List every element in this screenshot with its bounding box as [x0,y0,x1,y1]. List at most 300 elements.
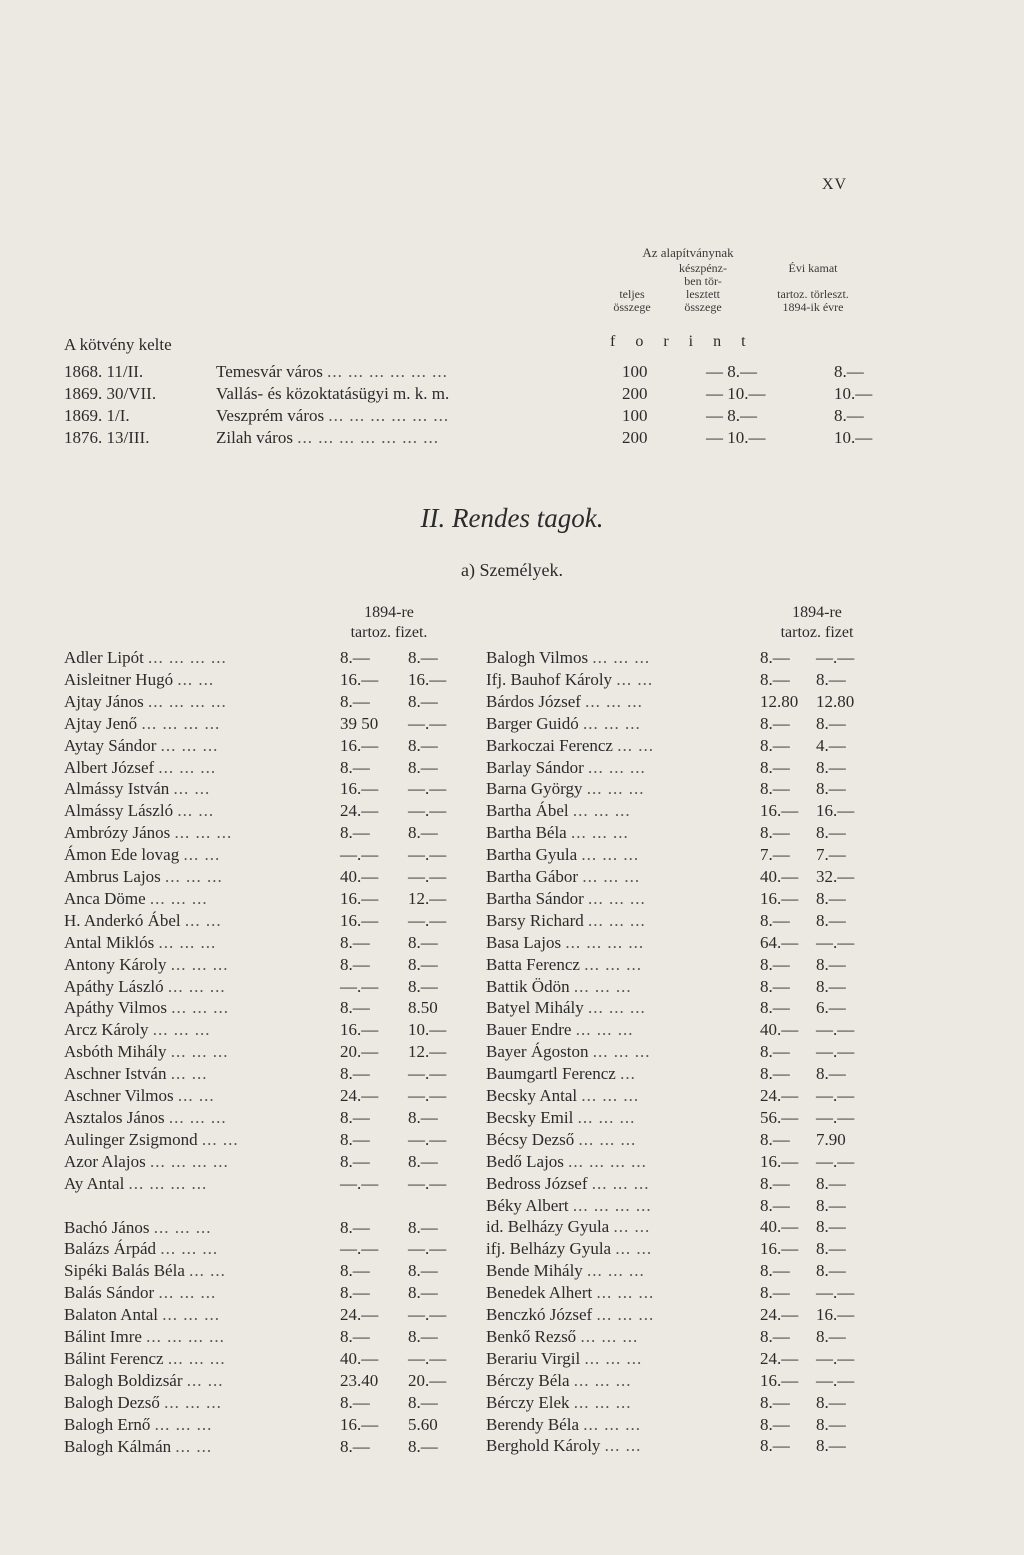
member-tartoz: 16.— [340,888,379,908]
member-row [486,845,886,867]
member-name-cell [486,998,646,1018]
bond-total: 200 [622,428,648,447]
member-fizet: 8.— [408,757,438,777]
member-fizet: —.— [408,801,447,821]
member-row [486,977,886,999]
member-fizet: 8.— [408,1107,438,1127]
member-fizet: —.— [408,1305,447,1325]
member-name-cell [486,1305,654,1325]
member-name-cell [486,845,639,865]
member-tartoz: 8.— [760,1042,790,1062]
member-fizet: 8.— [408,954,438,974]
member-name-cell [486,1174,650,1194]
member-tartoz: 56.— [760,1107,799,1127]
member-tartoz: 16.— [760,1151,799,1171]
bond-leader: ... ... ... ... ... ... ... [297,428,439,447]
member-name: Almássy László [64,801,174,821]
member-row [486,889,886,911]
member-name-cell [486,1196,652,1216]
member-name: Barger Guidó [486,713,579,733]
member-name: Bécsy Dezső [486,1129,575,1149]
member-tartoz: 8.— [760,823,790,843]
member-name: Adler Lipót [64,648,144,667]
member-tartoz: 20.— [340,1042,379,1062]
bond-interest: 8.— [834,406,864,425]
member-tartoz: 8.— [760,1173,790,1193]
member-fizet: 8.— [408,1261,438,1281]
bond-paid: — 8.— [706,362,757,381]
member-name: Bartha Ábel [486,801,569,821]
member-name: Bedross József [486,1173,588,1193]
member-tartoz: 8.— [340,998,370,1018]
member-row [486,779,886,801]
member-name-cell [486,1393,632,1413]
member-tartoz: 8.— [340,1064,370,1084]
member-tartoz: 40.— [340,1348,379,1368]
member-name-cell [486,736,654,756]
member-leader: ... ... ... [158,1283,217,1303]
member-leader: ... ... [177,801,215,821]
bond-interest: 10.— [834,384,873,403]
member-row [486,998,886,1020]
member-row [64,1064,464,1086]
member-row [486,1349,886,1371]
member-name-cell [486,648,650,668]
member-leader: ... ... ... ... [148,648,227,667]
member-row [486,758,886,780]
member-name: Bárdos József [486,691,581,711]
member-name-cell [64,779,210,799]
member-leader: ... ... [170,1064,208,1084]
member-row [486,1415,886,1437]
bond-leader: ... ... ... ... ... ... [327,362,448,381]
member-tartoz: 8.— [760,910,790,930]
member-row [486,1305,886,1327]
member-fizet: —.— [816,1370,855,1390]
member-name-cell [486,714,641,734]
member-name-cell [486,1415,641,1435]
member-row [64,1152,464,1174]
member-leader: ... ... ... [582,867,641,886]
member-row [486,1020,886,1042]
left-column-header [324,603,454,643]
member-name: Apáthy Vilmos [64,998,168,1018]
member-row [486,1327,886,1349]
member-fizet: 8.50 [408,998,438,1018]
member-fizet: —.— [408,867,447,886]
member-fizet: 8.— [816,954,846,974]
member-fizet: 8.— [816,1239,846,1259]
member-tartoz: 8.— [340,1392,370,1412]
member-leader: ... ... ... [162,1305,220,1325]
member-name: Aytay Sándor [64,735,157,755]
member-fizet: 8.— [408,823,438,843]
member-leader: ... ... ... ... [565,932,645,952]
member-tartoz: 8.— [760,779,790,799]
member-name: Béky Albert [486,1195,569,1215]
bond-date: 1876. 13/III. [64,428,150,447]
member-name-cell [486,1086,639,1106]
member-fizet: —.— [408,1129,447,1149]
left-cols-label: tartoz. fizet. [350,624,428,641]
member-leader: ... ... ... [591,1173,650,1193]
member-leader: ... ... [189,1261,226,1281]
bond-interest: 10.— [834,428,873,447]
member-name: Bartha Sándor [486,888,584,908]
member-row [64,1393,464,1415]
member-tartoz: 7.— [760,845,790,865]
header-col2-line: lesztett [686,287,720,301]
member-name: Bedő Lajos [486,1151,564,1171]
member-fizet: 8.— [816,1195,846,1215]
member-leader: ... ... ... [587,998,646,1018]
member-name-cell [64,1393,222,1413]
member-tartoz: 8.— [760,1261,790,1281]
member-name: Balogh Boldizsár [64,1370,183,1390]
member-fizet: 8.— [816,779,846,799]
member-row [64,1437,464,1459]
member-name: H. Anderkó Ábel [64,910,181,930]
member-row [64,1174,464,1196]
member-tartoz: 8.— [340,1151,370,1171]
member-tartoz: 40.— [760,1020,799,1040]
member-leader: ... ... ... [584,1348,643,1368]
member-fizet: 8.— [408,691,438,711]
member-name: Balás Sándor [64,1283,155,1303]
member-name: Antal Miklós [64,932,155,952]
member-leader: ... ... ... [160,1239,219,1259]
member-fizet: 4.— [816,735,846,755]
member-leader: ... ... ... [174,823,233,843]
member-leader: ... ... ... [153,1217,212,1237]
member-name: Ajtay Jenő [64,713,138,733]
member-name-cell [486,933,644,953]
member-row [486,1042,886,1064]
member-tartoz: 40.— [760,1217,799,1237]
member-name: Almássy István [64,779,170,799]
member-row [64,845,464,867]
member-name: Barsy Richard [486,910,584,930]
member-row [64,1283,464,1305]
left-year-label: 1894-re [364,604,414,621]
member-name-cell [486,779,644,799]
member-name-cell [64,955,228,975]
member-leader: ... ... ... [596,1283,655,1303]
member-row [486,1086,886,1108]
member-tartoz: 64.— [760,932,799,952]
member-tartoz: 8.— [340,1217,370,1237]
header-col1-line: teljes [619,287,645,301]
member-row [486,1283,886,1305]
member-leader: ... ... ... [592,648,651,667]
header-col2-line: készpénz- [679,261,727,275]
member-tartoz: 8.— [340,1107,370,1127]
member-fizet: 12.— [408,888,447,908]
member-name-cell [64,692,227,712]
member-leader: ... ... ... [165,867,223,886]
member-name: Ambrózy János [64,823,171,843]
member-tartoz: 16.— [760,1239,799,1259]
member-row [486,1152,886,1174]
member-row [64,648,464,670]
member-name: Balogh Dezső [64,1392,160,1412]
member-tartoz: 8.— [760,669,790,689]
member-name: Benczkó József [486,1305,593,1324]
member-fizet: 16.— [408,669,447,689]
member-name-cell [64,933,216,953]
member-leader: ... ... ... ... [148,691,227,711]
member-leader: ... ... ... [596,1305,655,1324]
page-number: XV [822,176,848,193]
member-leader: ... ... ... [167,1348,226,1368]
member-row [486,823,886,845]
header-col2-line: ben tör- [684,274,722,288]
member-row [64,911,464,933]
bond-row [64,384,924,406]
member-name: Bartha Gábor [486,867,579,886]
member-leader: ... ... ... [582,713,641,733]
right-column-header [752,603,882,643]
member-leader: ... ... [184,910,222,930]
member-leader: ... ... [616,669,654,689]
member-leader: ... ... ... [581,1086,640,1105]
member-tartoz: 24.— [340,801,379,821]
member-tartoz: 8.— [760,1283,790,1303]
bond-paid: — 8.— [706,406,757,425]
bond-total: 100 [622,362,648,381]
member-leader: ... ... ... ... [149,1151,229,1171]
member-row [64,692,464,714]
member-leader: ... [620,1064,636,1084]
member-tartoz: 39 50 [340,713,379,733]
member-leader: ... ... ... ... [141,713,221,733]
member-tartoz: 8.— [760,757,790,777]
member-row [64,1349,464,1371]
bond-date: 1869. 30/VII. [64,384,157,403]
member-row [64,1130,464,1152]
member-row [486,1196,886,1218]
member-tartoz: 8.— [760,1195,790,1215]
member-fizet: —.— [816,1283,855,1303]
right-year-label: 1894-re [792,604,842,621]
member-name-cell [486,911,646,931]
member-name-cell [64,1415,212,1435]
member-tartoz: 8.— [340,1283,370,1303]
member-row [486,1108,886,1130]
member-name-cell [486,867,640,887]
member-fizet: 8.— [816,888,846,908]
member-name: Balaton Antal [64,1305,158,1325]
member-name-cell [486,1371,632,1391]
member-name-cell [64,889,208,909]
member-row [486,1371,886,1393]
member-tartoz: 16.— [340,1414,379,1434]
member-name-cell [486,1436,641,1456]
member-row [486,1174,886,1196]
member-fizet: 8.— [408,976,438,996]
member-fizet: —.— [408,1348,447,1368]
member-row [64,736,464,758]
member-fizet: 8.— [408,1327,438,1346]
member-fizet: —.— [816,1042,855,1062]
member-name: Ajtay János [64,691,144,711]
member-name-cell [64,1086,215,1106]
member-fizet: —.— [408,1239,447,1259]
bond-date: 1869. 1/I. [64,406,130,425]
member-name-cell [64,1020,211,1040]
member-name: Bachó János [64,1217,150,1237]
member-name-cell [486,955,642,975]
member-leader: ... ... ... [573,1392,632,1412]
member-row [486,867,886,889]
member-tartoz: —.— [340,1173,379,1193]
member-tartoz: 8.— [340,932,370,952]
member-leader: ... ... ... ... [128,1173,208,1193]
member-row [64,1086,464,1108]
member-name-cell [486,977,632,997]
member-name-cell [64,845,220,865]
unit-label: f o r i n t [610,333,754,350]
member-tartoz: 16.— [760,1370,799,1390]
member-tartoz: 8.— [340,1327,370,1346]
bond-interest: 8.— [834,362,864,381]
bond-row [64,406,924,428]
member-tartoz: 16.— [760,888,799,908]
member-name: Bálint Imre [64,1327,142,1346]
member-row [64,1042,464,1064]
member-name-cell [486,670,653,690]
member-leader: ... ... [175,1436,213,1456]
member-name-cell [486,801,631,821]
member-leader: ... ... ... ... [146,1327,225,1346]
member-row [64,1261,464,1283]
bond-total: 100 [622,406,648,425]
member-name: Barkoczai Ferencz [486,735,613,755]
member-name: Balázs Árpád [64,1239,157,1259]
member-name-cell [64,823,232,843]
member-fizet: 8.— [816,1261,846,1281]
member-name: Aisleitner Hugó [64,669,174,689]
member-row [486,1393,886,1415]
member-tartoz: 24.— [340,1086,379,1105]
member-tartoz: 8.— [760,1414,790,1434]
member-name: Sipéki Balás Béla [64,1261,185,1281]
member-row [486,1261,886,1283]
member-name-cell [64,977,226,997]
member-fizet: 12.80 [816,691,855,711]
member-tartoz: 8.— [340,691,370,711]
member-row [64,889,464,911]
member-fizet: —.— [408,910,447,930]
member-fizet: —.— [408,1064,447,1084]
member-row [64,801,464,823]
member-name: id. Belházy Gyula [486,1217,610,1237]
member-leader: ... ... [613,1217,651,1237]
member-fizet: 8.— [408,1283,438,1303]
bond-issuer [216,428,439,448]
member-leader: ... ... [173,779,211,799]
member-name: Aulinger Zsigmond [64,1129,198,1149]
member-fizet: 5.60 [408,1414,438,1434]
member-row [486,1217,886,1239]
member-name-cell [64,1108,227,1128]
member-leader: ... ... [604,1436,642,1456]
member-name: Bérczy Béla [486,1370,570,1390]
member-name-cell [64,911,222,931]
member-name: Bartha Béla [486,823,567,843]
member-fizet: 8.— [816,1173,846,1193]
member-leader: ... ... ... [167,976,226,996]
member-name: Berghold Károly [486,1436,601,1456]
member-name-cell [64,736,218,756]
member-name: Becsky Emil [486,1107,574,1127]
member-tartoz: —.— [340,976,379,996]
member-name-cell [64,1283,216,1303]
member-leader: ... ... ... [581,845,640,865]
member-fizet: 8.— [816,1392,846,1412]
member-fizet: 8.— [408,648,438,667]
member-leader: ... ... ... [578,1129,637,1149]
member-tartoz: 8.— [760,735,790,755]
member-fizet: —.— [816,1107,855,1127]
bond-row [64,362,924,384]
member-fizet: —.— [816,648,855,667]
member-name: Ámon Ede lovag [64,845,180,865]
member-name: Basa Lajos [486,932,562,952]
member-leader: ... ... ... ... [572,1195,652,1215]
member-name-cell [64,1064,207,1084]
member-tartoz: 8.— [760,954,790,974]
member-name-cell [486,1283,654,1303]
member-name: Azor Alajos [64,1151,146,1171]
member-name-cell [486,1152,647,1172]
member-name-cell [64,758,216,778]
member-row [486,648,886,670]
member-fizet: 8.— [408,1217,438,1237]
member-row [64,670,464,692]
member-fizet: 8.— [816,669,846,689]
member-leader: ... ... [186,1370,224,1390]
member-name-cell [64,1218,211,1238]
member-leader: ... ... [617,735,654,755]
member-tartoz: 8.— [760,976,790,996]
member-fizet: 8.— [816,1217,846,1237]
member-fizet: 8.— [408,1151,438,1171]
member-leader: ... ... ... [160,735,219,755]
member-name: Apáthy László [64,976,164,996]
member-leader: ... ... [201,1129,239,1149]
member-name-cell [64,1152,229,1172]
member-row [64,933,464,955]
member-row [486,1239,886,1261]
member-name: Batta Ferencz [486,954,580,974]
header-group: Az alapítványnak [642,245,734,260]
member-row [64,867,464,889]
member-fizet: 16.— [816,801,855,821]
member-name: Berendy Béla [486,1414,579,1434]
member-row [486,714,886,736]
header-col1 [596,288,668,314]
member-fizet: 8.— [816,1436,846,1456]
member-leader: ... ... ... [585,691,643,711]
member-leader: ... ... ... [573,976,632,996]
member-name-cell [486,1108,635,1128]
member-leader: ... ... ... [171,998,230,1018]
header-col1-line: összege [613,300,651,314]
member-leader: ... ... ... [584,954,642,974]
bond-date: 1868. 11/II. [64,362,144,381]
member-name-cell [64,670,214,690]
